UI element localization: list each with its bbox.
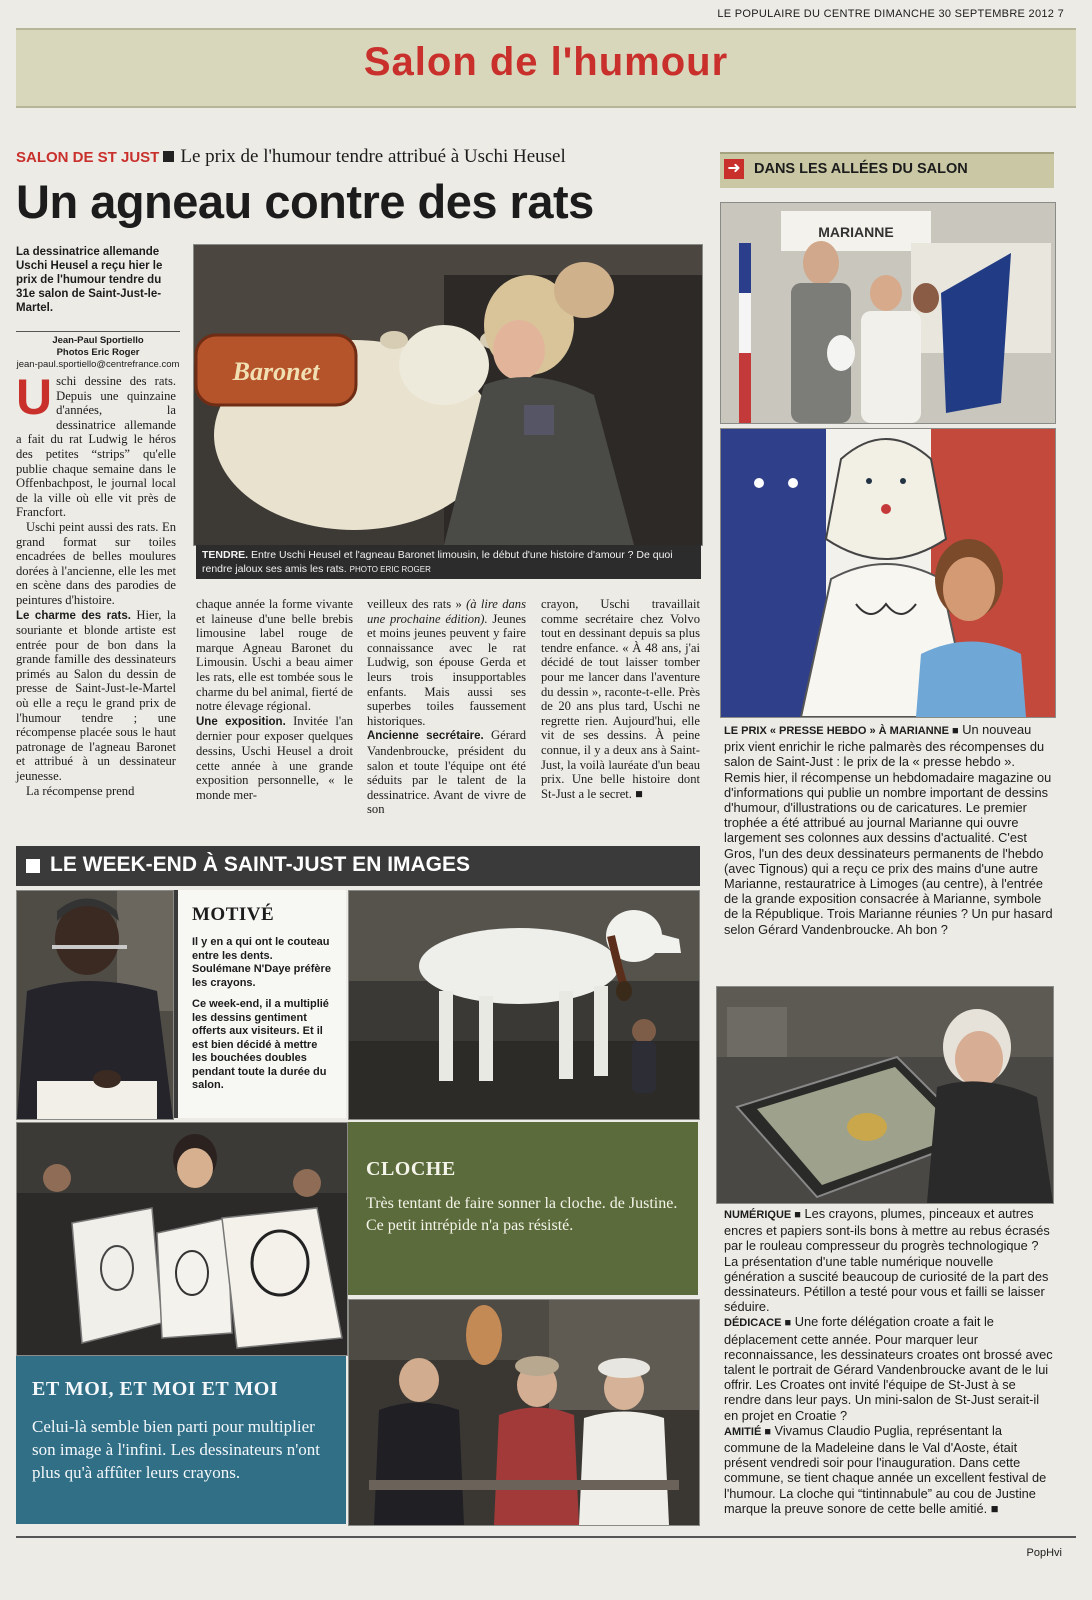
sidebar-photo-digital-table bbox=[716, 986, 1054, 1204]
marianne-lead: LE PRIX « PRESSE HEBDO » À MARIANNE ■ bbox=[724, 725, 959, 737]
col4-paragraph-1: crayon, Uschi travaillait comme secrétaire chez Volvo tout en dessinant depuis sa plus tendre enfance. « À 48 ans, j'ai décidé de tout laisser tomber pour me lancer dans l'aventure du dessin », raconte-t-elle. Près de 20 ans plus tard, Uschi ne regrette rien. Aujourd'hui, elle vit de ses dessins. À peine connue, il y a deux ans à Saint-Just, la voilà lauréate d'un beau prix. Une belle histoire dont St-Just a le secret. ■ bbox=[541, 597, 700, 801]
col3-paragraph-2: Gérard Vandenbroucke, président du salon et toute l'équipe ont été séduits par le talent de la dessinatrice. Avant de vivre de son bbox=[367, 728, 526, 817]
square-bullet-icon bbox=[163, 151, 174, 162]
drop-cap: U bbox=[16, 369, 53, 425]
section-title: Salon de l'humour bbox=[363, 40, 729, 84]
article-column-3 bbox=[367, 597, 526, 817]
photo-croatian-delegation bbox=[348, 1299, 700, 1526]
motive-title: MOTIVÉ bbox=[192, 904, 275, 925]
square-bullet-icon bbox=[26, 859, 40, 873]
svg-text:MARIANNE: MARIANNE bbox=[818, 224, 894, 240]
masthead-text: LE POPULAIRE DU CENTRE DIMANCHE 30 SEPTEMBRE 2012 7 bbox=[717, 8, 1064, 20]
motive-box bbox=[174, 890, 346, 1118]
arrow-right-icon: ➜ bbox=[724, 159, 744, 179]
col2-paragraph-1: chaque année la forme vivante et laineuse d'une belle brebis limousine label rouge de marque Agneau Baronet du Limousin. Uschi a beau aimer les rats, elle est tombée sous le charme du bel animal, fierté de notre élevage régional. bbox=[196, 597, 353, 714]
marianne-body: Un nouveau prix vient enrichir le riche palmarès des récompenses du salon de Saint-Just : le prix de la « presse hebdo ». Remis hier, il récompense un hebdomadaire magazine ou d'informations qui publie un nombre important de dessins d'humour, d'illustrations ou de caricatures. Le premier trophée a été attribué au journal Marianne qui ouvre largement ses colonnes aux dessins d'actualité. C'est Gros, l'un des deux dessinateurs permanents de l'hebdo (avec Tignous) qui a reçu ce prix des mains d'une autre Marianne, restauratrice à Limoges (au centre), à l'entrée de la grande exposition consacrée à Marianne, symbole de la République. Trois Marianne réunies ? Un pur hasard selon Gérard Vandenbroucke. Ah bon ? bbox=[724, 722, 1053, 937]
byline-photos: Photos Eric Roger bbox=[56, 347, 140, 358]
amitie-lead: AMITIÉ ■ bbox=[724, 1425, 771, 1438]
dedicace-lead: DÉDICACE ■ bbox=[724, 1317, 792, 1330]
col3-intertitle: Ancienne secrétaire. bbox=[367, 730, 484, 743]
col3-text-c: Jeunes et moins jeunes peuvent y faire connaissance avec le rat Ludwig, son épouse Gerda et leurs trois insupportables enfants. Mais aussi ses superbes toiles faussement historiques. bbox=[367, 611, 526, 728]
article-byline bbox=[16, 331, 180, 371]
col2-paragraph-2: Invitée l'an dernier pour exposer quelques dessins, Uschi Heusel a droit cette année à une grande exposition personnelle, « le monde mer- bbox=[196, 713, 353, 802]
etmoi-text: Celui-là semble bien parti pour multiplier son image à l'infini. Les dessinateurs n'ont plus qu'à affûter leurs crayons. bbox=[32, 1417, 320, 1482]
section-band bbox=[16, 28, 1076, 108]
sidebar-photo-marianne-painting bbox=[720, 428, 1056, 718]
etmoi-title: ET MOI, ET MOI ET MOI bbox=[32, 1378, 279, 1400]
col1-intertitle: Le charme des rats. bbox=[16, 609, 131, 622]
footer-rule bbox=[16, 1536, 1076, 1538]
dedicace-body: Une forte délégation croate a fait le déplacement cette année. Pour marquer leur reconnaissance, les dessinateurs croates ont brossé avec talent le portrait de Gérard Vandenbroucke avant de le lui offrir. Les Croates ont invité l'équipe de St-Just à se rendre dans leur pays. Un mini-salon de St-Just serait-il en projet en Croatie ? bbox=[724, 1314, 1053, 1423]
sidebar-header bbox=[720, 152, 1054, 188]
sidebar-title: DANS LES ALLÉES DU SALON bbox=[754, 161, 968, 177]
main-photo-caption bbox=[196, 545, 701, 579]
article-column-2 bbox=[196, 597, 353, 802]
col3-text-a: veilleux des rats » bbox=[367, 597, 467, 611]
byline-author: Jean-Paul Sportiello bbox=[52, 335, 144, 346]
motive-paragraph-1: Il y en a qui ont le couteau entre les dents. Soulémane N'Daye préfère les crayons. bbox=[192, 936, 331, 989]
weekend-band bbox=[16, 846, 700, 886]
col1-paragraph-2: Uschi peint aussi des rats. En grand format sur toiles encadrées de belles moulures dorées à l'ancienne, elle les met en scène dans des parodies de peintures d'histoire. bbox=[16, 519, 176, 607]
caption-lead: TENDRE. bbox=[202, 549, 249, 561]
sidebar-briefs bbox=[724, 1206, 1054, 1516]
article-subhead: Le prix de l'humour tendre attribué à Uschi Heusel bbox=[180, 146, 566, 167]
footer-signature: PopHvi bbox=[1026, 1547, 1062, 1559]
cloche-box bbox=[348, 1122, 698, 1295]
col2-intertitle: Une exposition. bbox=[196, 715, 286, 728]
caption-text: Entre Uschi Heusel et l'agneau Baronet limousin, le début d'une histoire d'amour ? De quoi rendre jaloux ses amis les rats. bbox=[202, 549, 673, 575]
cloche-title: CLOCHE bbox=[366, 1158, 456, 1180]
article-column-4 bbox=[541, 597, 700, 801]
numerique-lead: NUMÉRIQUE ■ bbox=[724, 1209, 801, 1221]
main-photo-lamb-and-artist bbox=[193, 244, 703, 546]
article-kicker bbox=[16, 146, 706, 168]
kicker-label: SALON DE ST JUST bbox=[16, 149, 160, 166]
col1-paragraph-3: Hier, la souriante et blonde artiste est entrée pour de bon dans la grande famille des dessinateurs primés au Salon du dessin de presse de Saint-Just-le-Martel où elle a reçu le grand prix de l'humour tendre ; une récompense placée sous le haut patronage de l'agneau Baronet et attribué à un dessinateur jeunesse. bbox=[16, 607, 176, 784]
col1-paragraph-1: schi dessine des rats. Depuis une quinzaine d'années, la dessinatrice allemande a fait du rat Ludwig le héros des petites “strips” qu'elle publie chaque semaine dans le Offenbachpost, le journal local de la ville où elle vit près de Francfort. bbox=[16, 374, 176, 520]
col1-paragraph-4: La récompense prend bbox=[26, 783, 135, 798]
photo-souleymane-drawing bbox=[16, 890, 174, 1120]
byline-email[interactable]: jean-paul.sportiello@centrefrance.com bbox=[16, 359, 180, 370]
photo-artist-with-caricatures bbox=[16, 1122, 348, 1356]
caption-credit: PHOTO ERIC ROGER bbox=[349, 565, 431, 574]
amitie-body: Vivamus Claudio Puglia, représentant la commune de la Madeleine dans le Val d'Aoste, était présent vendredi soir pour l'inauguration. Dans cette commune, se tient chaque année un excellent festival de l'humour. La cloche qui “tintinnabule” au cou de Justine marque la preuve sonore de cette belle amitié. ■ bbox=[724, 1422, 1047, 1516]
motive-paragraph-2: Ce week-end, il a multiplié les dessins gentiment offerts aux visiteurs. Et il est bien décidé à mettre les bouchées doubles pendant toute la durée du salon. bbox=[192, 998, 329, 1091]
sidebar-marianne-text bbox=[724, 722, 1054, 937]
sidebar-photo-marianne-award bbox=[720, 202, 1056, 424]
etmoi-box bbox=[16, 1356, 346, 1524]
masthead bbox=[0, 0, 1092, 24]
col3-text-b: (à lire dans une prochaine édition). bbox=[367, 597, 526, 626]
weekend-title: LE WEEK-END À SAINT-JUST EN IMAGES bbox=[50, 853, 471, 876]
cloche-text: Très tentant de faire sonner la cloche. de Justine. Ce petit intrépide n'a pas résisté. bbox=[366, 1195, 678, 1234]
article-headline: Un agneau contre des rats bbox=[16, 175, 594, 228]
article-column-1 bbox=[16, 369, 176, 798]
svg-text:Baronet: Baronet bbox=[232, 357, 320, 386]
numerique-body: Les crayons, plumes, pinceaux et autres encres et papiers sont-ils bons à mettre au rebus écrasés par le rouleau compresseur du progrès technologique ? La présentation d'une table numérique nouvelle génération a suscité beaucoup de curiosité de la part des dessinateurs. Pétillon a testé pour vous et failli se laisser séduire. bbox=[724, 1206, 1050, 1315]
article-chapo: La dessinatrice allemande Uschi Heusel a reçu hier le prix de l'humour tendre du 31e salon de Saint-Just-le-Martel. bbox=[16, 246, 163, 314]
photo-cow-statue-child bbox=[348, 890, 700, 1120]
